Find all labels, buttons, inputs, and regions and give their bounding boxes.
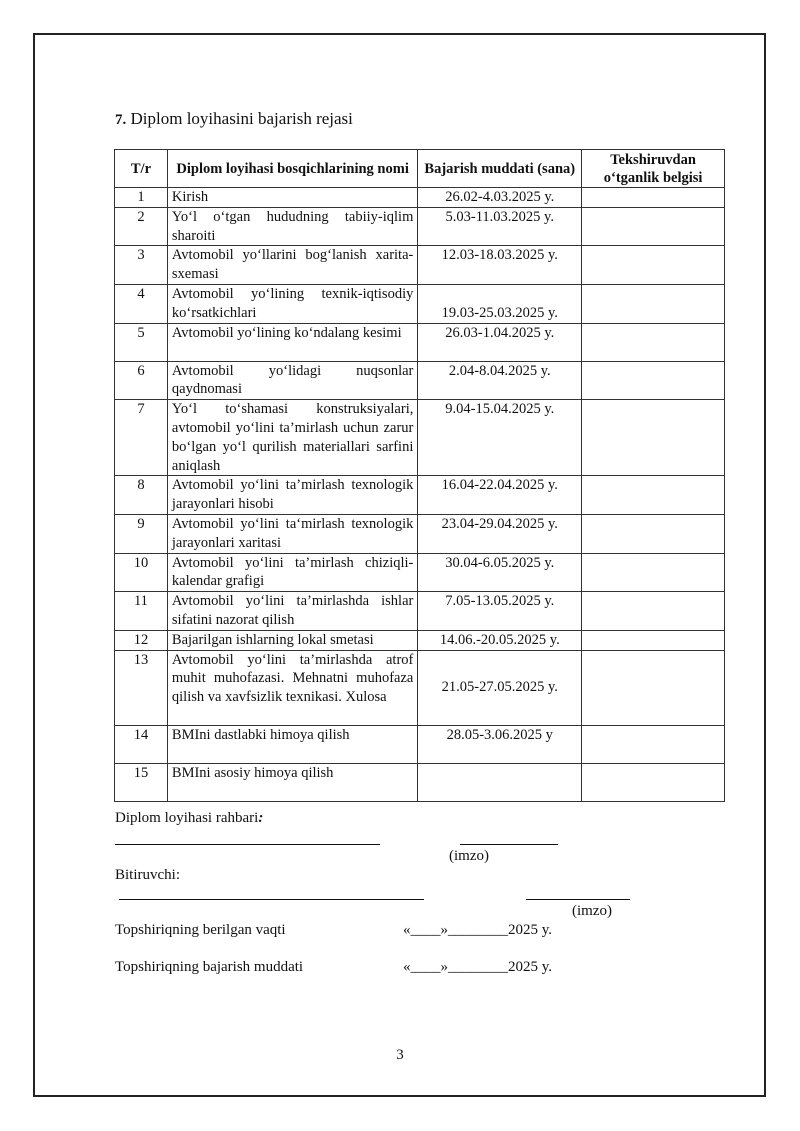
row-number: 4 xyxy=(115,284,168,323)
table-row xyxy=(115,763,725,801)
row-deadline: 14.06.-20.05.2025 y. xyxy=(418,630,582,650)
header-check: Tekshiruvdan o‘tganlik belgisi xyxy=(582,150,725,188)
row-number: 10 xyxy=(115,553,168,592)
row-stage: Bajarilgan ishlarning lokal smetasi xyxy=(167,630,417,650)
row-number: 3 xyxy=(115,246,168,285)
supervisor-label-text: Diplom loyihasi rahbari xyxy=(115,810,259,826)
row-deadline xyxy=(418,763,582,801)
table-header-row xyxy=(115,150,725,188)
graduate-signature-line xyxy=(526,899,630,900)
table-row xyxy=(115,476,725,515)
plan-table xyxy=(114,149,725,802)
row-number: 5 xyxy=(115,323,168,361)
row-number: 6 xyxy=(115,361,168,400)
row-check xyxy=(582,361,725,400)
row-deadline: 21.05-27.05.2025 y. xyxy=(418,650,582,725)
table-row xyxy=(115,207,725,246)
section-number: 7. xyxy=(115,112,127,128)
row-deadline: 19.03-25.03.2025 y. xyxy=(418,284,582,323)
row-check xyxy=(582,207,725,246)
row-check xyxy=(582,763,725,801)
table-row xyxy=(115,400,725,476)
supervisor-colon: : xyxy=(258,810,264,826)
row-stage: Avtomobil yo‘lidagi nuqsonlar qaydnomasi xyxy=(167,361,417,400)
row-check xyxy=(582,553,725,592)
row-stage: Avtomobil yo‘lining texnik-iqtisodiy ko‘rsatkichlari xyxy=(167,284,417,323)
row-deadline: 28.05-3.06.2025 y xyxy=(418,725,582,763)
table-row xyxy=(115,553,725,592)
row-number: 11 xyxy=(115,592,168,631)
row-number: 1 xyxy=(115,188,168,208)
header-deadline: Bajarish muddati (sana) xyxy=(418,150,582,188)
row-deadline: 23.04-29.04.2025 y. xyxy=(418,514,582,553)
row-check xyxy=(582,725,725,763)
row-deadline: 16.04-22.04.2025 y. xyxy=(418,476,582,515)
row-check xyxy=(582,188,725,208)
supervisor-name-line xyxy=(115,844,380,845)
row-check xyxy=(582,592,725,631)
row-number: 13 xyxy=(115,650,168,725)
row-stage: Avtomobil yo‘lini ta‘mirlash texnologik jarayonlari xaritasi xyxy=(167,514,417,553)
issued-label: Topshiriqning berilgan vaqti xyxy=(115,922,286,938)
section-title: Diplom loyihasini bajarish rejasi xyxy=(130,109,353,128)
row-deadline: 26.03-1.04.2025 y. xyxy=(418,323,582,361)
issued-value: «____»________2025 y. xyxy=(403,922,553,938)
table-row xyxy=(115,514,725,553)
table-row xyxy=(115,592,725,631)
supervisor-signature-line xyxy=(460,844,558,845)
row-deadline: 26.02-4.03.2025 y. xyxy=(418,188,582,208)
graduate-signature-hint: (imzo) xyxy=(572,903,612,919)
table-row xyxy=(115,323,725,361)
header-num: T/r xyxy=(115,150,168,188)
row-deadline: 12.03-18.03.2025 y. xyxy=(418,246,582,285)
row-check xyxy=(582,284,725,323)
row-deadline: 30.04-6.05.2025 y. xyxy=(418,553,582,592)
table-row xyxy=(115,650,725,725)
row-check xyxy=(582,650,725,725)
supervisor-signature-hint: (imzo) xyxy=(449,848,489,864)
row-number: 7 xyxy=(115,400,168,476)
table-row xyxy=(115,246,725,285)
row-check xyxy=(582,323,725,361)
graduate-label: Bitiruvchi: xyxy=(115,867,180,883)
row-check xyxy=(582,630,725,650)
row-deadline: 9.04-15.04.2025 y. xyxy=(418,400,582,476)
section-heading xyxy=(115,109,353,129)
row-stage: BMIni dastlabki himoya qilish xyxy=(167,725,417,763)
table-row xyxy=(115,630,725,650)
row-stage: BMIni asosiy himoya qilish xyxy=(167,763,417,801)
supervisor-label xyxy=(115,810,263,827)
row-stage: Avtomobil yo‘lining ko‘ndalang kesimi xyxy=(167,323,417,361)
row-stage: Avtomobil yo‘lini ta’mirlashda atrof muhit muhofazasi. Mehnatni muhofaza qilish va xavfsizlik texnikasi. Xulosa xyxy=(167,650,417,725)
row-stage: Avtomobil yo‘llarini bog‘lanish xarita-sxemasi xyxy=(167,246,417,285)
row-number: 12 xyxy=(115,630,168,650)
row-deadline: 2.04-8.04.2025 y. xyxy=(418,361,582,400)
deadline-label: Topshiriqning bajarish muddati xyxy=(115,959,304,975)
table-row xyxy=(115,188,725,208)
row-number: 15 xyxy=(115,763,168,801)
row-stage: Yo‘l o‘tgan hududning tabiiy-iqlim sharoiti xyxy=(167,207,417,246)
row-stage: Avtomobil yo‘lini ta’mirlash chiziqli-kalendar grafigi xyxy=(167,553,417,592)
table-row xyxy=(115,284,725,323)
row-number: 14 xyxy=(115,725,168,763)
row-number: 2 xyxy=(115,207,168,246)
graduate-name-line xyxy=(119,899,424,900)
row-number: 9 xyxy=(115,514,168,553)
row-number: 8 xyxy=(115,476,168,515)
table-row xyxy=(115,361,725,400)
table-row xyxy=(115,725,725,763)
row-check xyxy=(582,400,725,476)
row-stage: Yo‘l to‘shamasi konstruksiyalari, avtomobil yo‘lini ta’mirlash uchun zarur bo‘lgan yo‘l qurilish materiallari sarfini aniqlash xyxy=(167,400,417,476)
row-deadline: 5.03-11.03.2025 y. xyxy=(418,207,582,246)
row-check xyxy=(582,476,725,515)
row-stage: Kirish xyxy=(167,188,417,208)
row-check xyxy=(582,246,725,285)
row-stage: Avtomobil yo‘lini ta’mirlashda ishlar sifatini nazorat qilish xyxy=(167,592,417,631)
row-check xyxy=(582,514,725,553)
page-number: 3 xyxy=(396,1047,404,1063)
deadline-value: «____»________2025 y. xyxy=(403,959,553,975)
header-stage: Diplom loyihasi bosqichlarining nomi xyxy=(167,150,417,188)
row-deadline: 7.05-13.05.2025 y. xyxy=(418,592,582,631)
row-stage: Avtomobil yo‘lini ta’mirlash texnologik jarayonlari hisobi xyxy=(167,476,417,515)
